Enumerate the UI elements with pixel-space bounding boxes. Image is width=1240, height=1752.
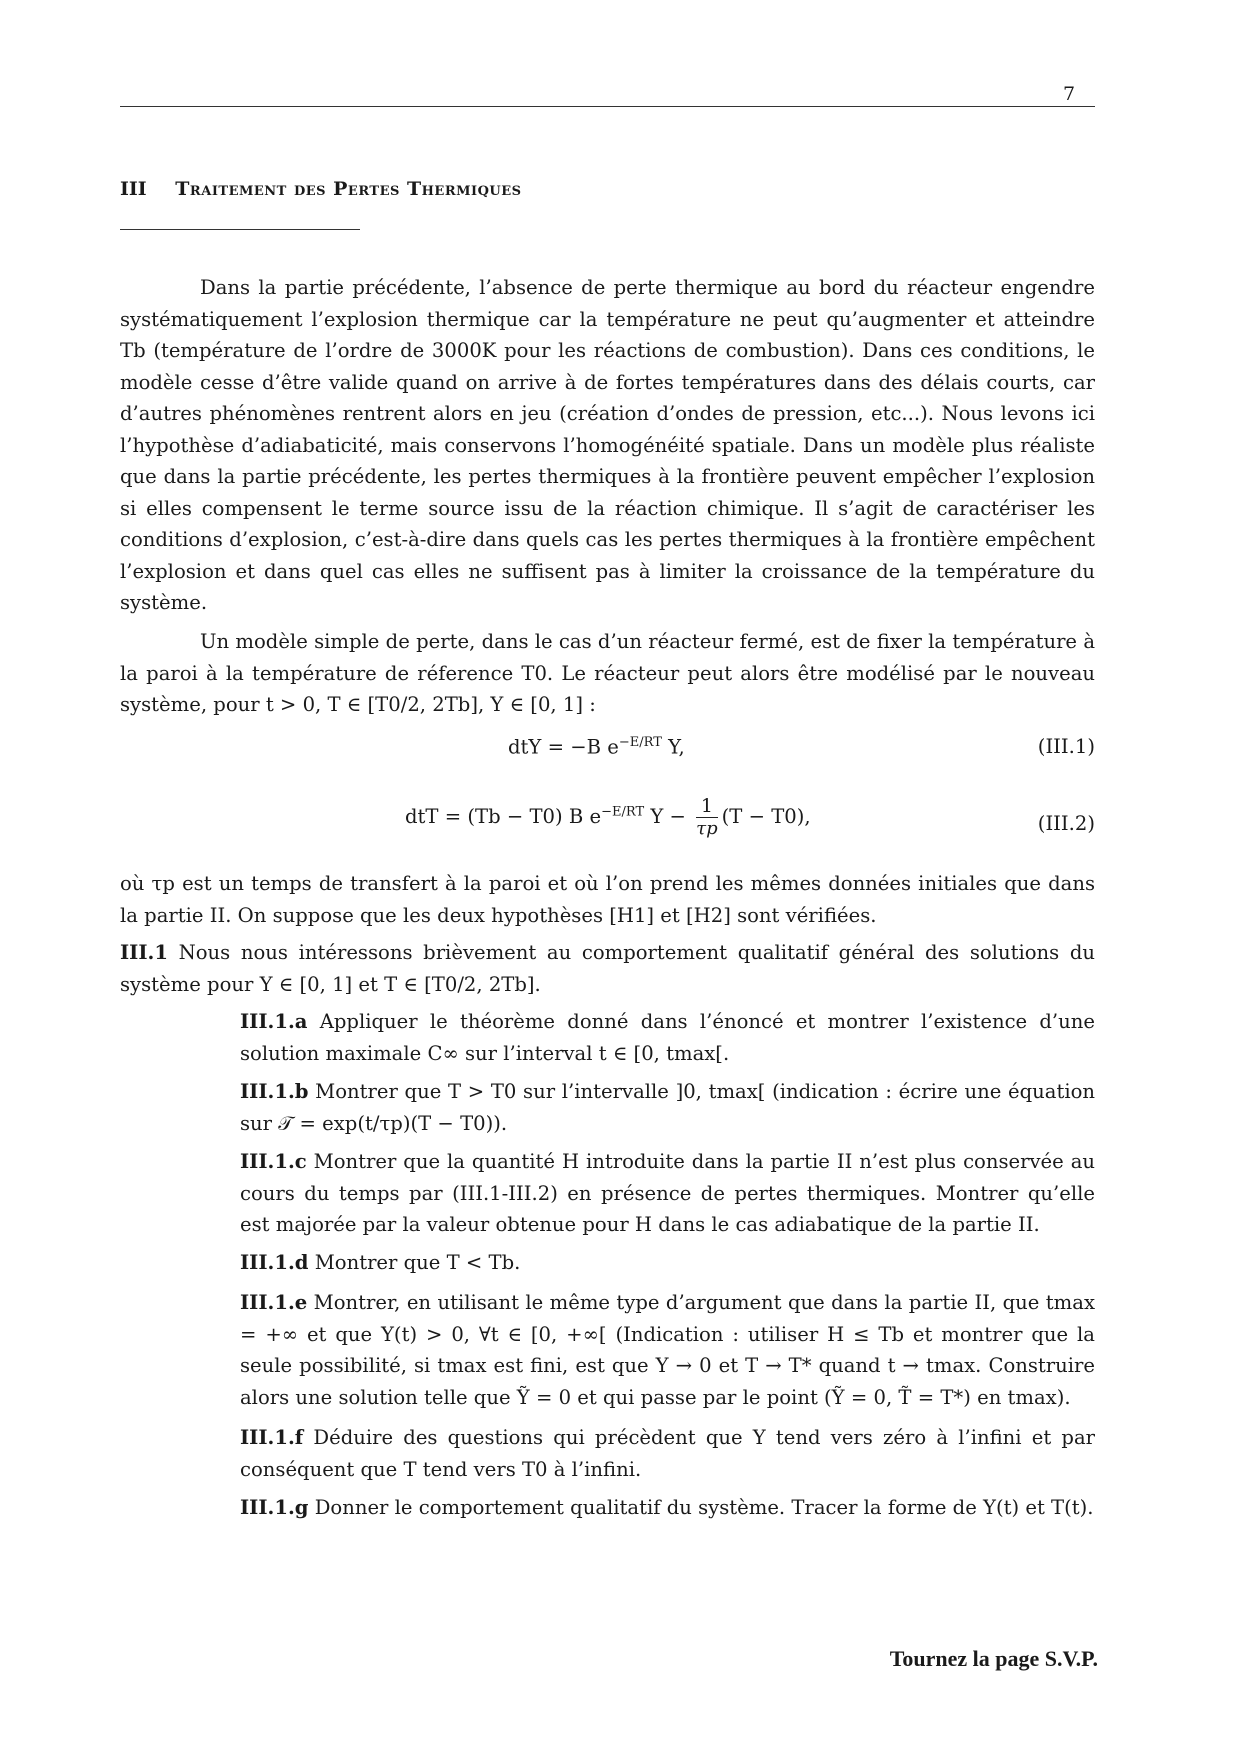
question-III-1 [120, 937, 1095, 1000]
paragraph-intro: Dans la partie précédente, l’absence de perte thermique au bord du réacteur engendre systématiquement l’explosion thermique car la température ne peut qu’augmenter et atteindre Tb (température de l’ordre de 3000K pour les réactions de combustion). Dans ces conditions, le modèle cesse d’être valide quand on arrive à de fortes températures dans des délais courts, car d’autres phénomènes rentrent alors en jeu (création d’ondes de pression, etc...). Nous levons ici l’hypothèse d’adiabaticité, mais conservons l’homogénéité spatiale. Dans un modèle plus réaliste que dans la partie précédente, les pertes thermiques à la frontière peuvent empêcher l’explosion si elles compensent le terme source issu de la réaction chimique. Il s’agit de caractériser les conditions d’explosion, c’est-à-dire dans quels cas les pertes thermiques à la frontière empêchent l’explosion et dans quel cas elles ne suffisent pas à limiter la croissance de la température du système. [120, 276, 1095, 614]
section-number: III [120, 178, 147, 200]
question-text: Déduire des questions qui précèdent que Y tend vers zéro à l’infini et par conséquent que T tend vers T0 à l’infini. [240, 1426, 1095, 1481]
eq2-rhs: (T − T0), [721, 805, 811, 828]
question-III-1-b [240, 1076, 1095, 1139]
question-text: Appliquer le théorème donné dans l’énoncé et montrer l’existence d’une solution maximale C∞ sur l’interval t ∈ [0, tmax[. [240, 1010, 1095, 1065]
paragraph-model: Un modèle simple de perte, dans le cas d’un réacteur fermé, est de fixer la température à la paroi à la température de réference T0. Le réacteur peut alors être modélisé par le nouveau système, pour t > 0, T ∈ [T0/2, 2Tb], Y ∈ [0, 1] : [120, 630, 1095, 716]
eq2-frac-num: 1 [696, 795, 717, 818]
eq1-exponent: −E/RT [618, 735, 662, 750]
equation-III-2 [405, 795, 811, 840]
question-III-1-a [240, 1006, 1095, 1069]
question-III-1-g [240, 1492, 1095, 1524]
eq2-frac-den: τp [696, 818, 718, 839]
eq2-exponent: −E/RT [601, 804, 645, 820]
eq1-rhs: Y, [661, 735, 685, 759]
question-text: Nous nous intéressons brièvement au comportement qualitatif général des solutions du système pour Y ∈ [0, 1] et T ∈ [T0/2, 2Tb]. [120, 941, 1095, 996]
question-number: III.1.g [240, 1496, 309, 1519]
section-heading [120, 178, 522, 200]
equation-label-III-1: (III.1) [1037, 735, 1095, 758]
question-text: Montrer que la quantité H introduite dans la partie II n’est plus conservée au cours du temps par (III.1-III.2) en présence de pertes thermiques. Montrer qu’elle est majorée par la valeur obtenue pour H dans le cas adiabatique de la partie II. [240, 1150, 1095, 1236]
equation-label-III-2: (III.2) [1037, 812, 1095, 835]
question-text: Montrer, en utilisant le même type d’argument que dans la partie II, que tmax = +∞ et que Y(t) > 0, ∀t ∈ [0, +∞[ (Indication : utiliser H ≤ Tb et montrer que la seule possibilité, si tmax est fini, est que Y → 0 et T → T* quand t → tmax. Construire alors une solution telle que Ỹ = 0 et qui passe par le point (Ỹ = 0, T̃ = T*) en tmax). [240, 1291, 1095, 1409]
question-text: Montrer que T > T0 sur l’intervalle ]0, tmax[ (indication : écrire une équation sur 𝒯 = exp(t/τp)(T − T0)). [240, 1080, 1095, 1135]
question-III-1-e [240, 1287, 1095, 1413]
section-title-rule [120, 229, 360, 230]
paragraph-tau: où τp est un temps de transfert à la paroi et où l’on prend les mêmes données initiales que dans la partie II. On suppose que les deux hypothèses [H1] et [H2] sont vérifiées. [120, 872, 1095, 927]
header-rule [120, 106, 1095, 107]
question-III-1-f [240, 1422, 1095, 1485]
question-text: Montrer que T < Tb. [308, 1251, 521, 1274]
question-text: Donner le comportement qualitatif du système. Tracer la forme de Y(t) et T(t). [308, 1496, 1094, 1519]
eq2-lhs: dtT = (Tb − T0) B e [405, 805, 602, 828]
page-number: 7 [1063, 83, 1076, 105]
question-number: III.1.c [240, 1150, 307, 1173]
eq2-fraction [696, 795, 717, 840]
equation-III-1 [508, 735, 685, 759]
question-III-1-d [240, 1247, 1095, 1279]
question-number: III.1.b [240, 1080, 309, 1103]
question-number: III.1.f [240, 1426, 304, 1449]
section-title: Traitement des Pertes Thermiques [175, 178, 522, 200]
question-III-1-c [240, 1146, 1095, 1241]
question-number: III.1.a [240, 1010, 308, 1033]
footer-turn-page: Tournez la page S.V.P. [889, 1646, 1098, 1671]
question-number: III.1 [120, 941, 168, 964]
question-number: III.1.d [240, 1251, 309, 1274]
question-number: III.1.e [240, 1291, 308, 1314]
eq1-lhs: dtY = −B e [508, 735, 619, 759]
eq2-mid: Y − [644, 805, 693, 828]
